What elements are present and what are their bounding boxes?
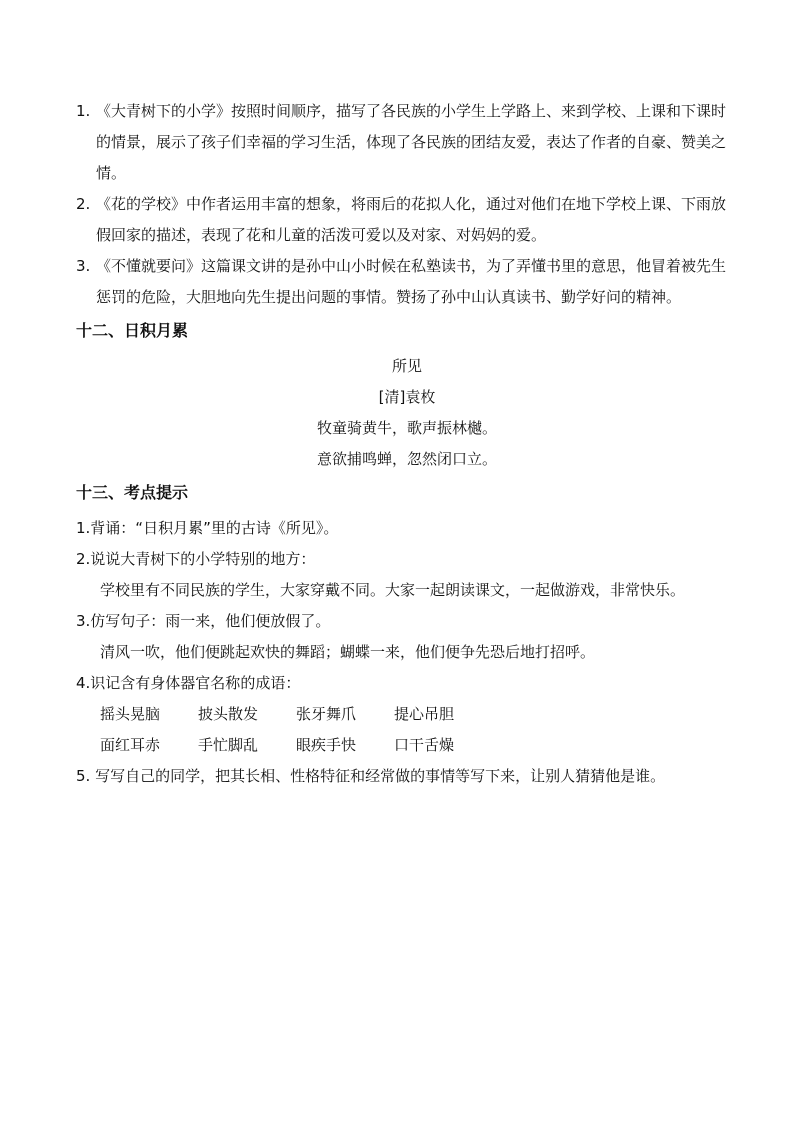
idiom-list [76,699,726,761]
idiom: 口干舌燥 [394,736,455,754]
section-13-heading: 十三、考点提示 [76,483,189,502]
item-text: 《不懂就要问》这篇课文讲的是孙中山小时候在私塾读书，为了弄懂书里的意思，他冒着被先生惩罚的危险，大胆地向先生提出问题的事情。赞扬了孙中山认真读书、勤学好问的精神。 [96,257,727,306]
poem-block [76,351,726,475]
idiom: 面红耳赤 [100,736,161,754]
poem-title: 所见 [391,357,422,375]
tip-item-1: 1.背诵：“日积月累”里的古诗《所见》。 [76,519,339,537]
idiom-row-1 [100,699,726,730]
item-text: 《花的学校》中作者运用丰富的想象，将雨后的花拟人化，通过对他们在地下学校上课、下雨放假回家的描述，表现了花和儿童的活泼可爱以及对家、对妈妈的爱。 [96,195,727,244]
poem-line-2: 意欲捕鸣蝉，忽然闭口立。 [316,450,497,468]
poem-line-1: 牧童骑黄牛，歌声振林樾。 [316,419,497,437]
idiom: 提心吊胆 [394,705,455,723]
tip-item-2-answer: 学校里有不同民族的学生，大家穿戴不同。大家一起朗读课文，一起做游戏，非常快乐。 [100,581,686,599]
idiom: 眼疾手快 [296,736,357,754]
tip-item-4: 4.识记含有身体器官名称的成语： [76,674,301,692]
idiom-row-2 [100,730,726,761]
summary-item-2 [76,189,726,251]
tip-item-5: 5. 写写自己的同学，把其长相、性格特征和经常做的事情等写下来，让别人猜猜他是谁。 [76,767,666,785]
tip-item-3: 3.仿写句子：雨一来，他们便放假了。 [76,612,331,630]
section-12-heading: 十二、日积月累 [76,321,189,340]
tip-item-3-answer: 清风一吹，他们便跳起欢快的舞蹈；蝴蝶一来，他们便争先恐后地打招呼。 [100,643,596,661]
idiom: 手忙脚乱 [198,736,259,754]
summary-item-3 [76,251,726,313]
item-number: 1. [76,102,91,120]
poem-author: [清]袁枚 [378,388,436,406]
idiom: 摇头晃脑 [100,705,161,723]
tip-item-2: 2.说说大青树下的小学特别的地方： [76,550,316,568]
item-number: 2. [76,195,91,213]
idiom: 张牙舞爪 [296,705,357,723]
item-text: 《大青树下的小学》按照时间顺序，描写了各民族的小学生上学路上、来到学校、上课和下课时的情景，展示了孩子们幸福的学习生活，体现了各民族的团结友爱，表达了作者的自豪、赞美之情。 [96,102,727,182]
summary-item-1 [76,96,726,189]
idiom: 披头散发 [198,705,259,723]
document-page [76,96,726,792]
item-number: 3. [76,257,91,275]
